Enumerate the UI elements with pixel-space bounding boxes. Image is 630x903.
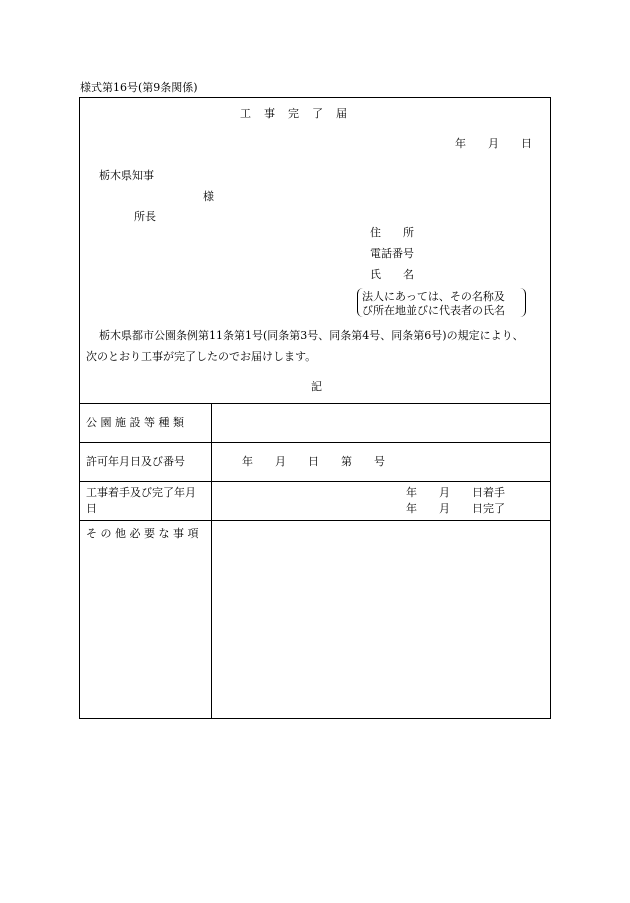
- row4-label: そ の 他 必 要 な 事 項: [86, 527, 199, 540]
- row3-label-line2: 日: [86, 502, 97, 515]
- table-top-border: [80, 403, 550, 404]
- row-divider-2: [80, 481, 550, 482]
- corp-note-line2: び所在地並びに代表者の氏名: [362, 304, 505, 317]
- address-label: 住 所: [370, 226, 414, 239]
- body-text-line1: 栃木県都市公園条例第11条第1号(同条第3号、同条第4号、同条第6号)の規定により、: [99, 329, 524, 342]
- phone-label: 電話番号: [370, 247, 414, 260]
- row3-start-date: 年 月 日着手: [406, 486, 505, 499]
- form-frame: [79, 97, 551, 719]
- row2-value: 年 月 日 第 号: [242, 455, 385, 468]
- ki-mark: 記: [311, 380, 322, 393]
- corp-note-line1: 法人にあっては、その名称及: [362, 290, 505, 303]
- addressee-governor: 栃木県知事: [99, 169, 154, 182]
- row3-end-date: 年 月 日完了: [406, 502, 505, 515]
- row1-label: 公 園 施 設 等 種 類: [86, 416, 184, 429]
- row-divider-1: [80, 442, 550, 443]
- addressee-director: 所長: [134, 210, 156, 223]
- row3-label-line1: 工事着手及び完了年月: [86, 486, 196, 499]
- body-text-line2: 次のとおり工事が完了したのでお届けします。: [86, 350, 317, 363]
- date-line: 年 月 日: [455, 137, 532, 150]
- form-number: 様式第16号(第9条関係): [80, 81, 198, 94]
- row2-label: 許可年月日及び番号: [86, 455, 185, 468]
- form-title: 工 事 完 了 届: [240, 107, 348, 120]
- name-label: 氏 名: [370, 268, 414, 281]
- column-divider: [211, 403, 212, 718]
- row-divider-3: [80, 520, 550, 521]
- addressee-sama: 様: [203, 190, 214, 203]
